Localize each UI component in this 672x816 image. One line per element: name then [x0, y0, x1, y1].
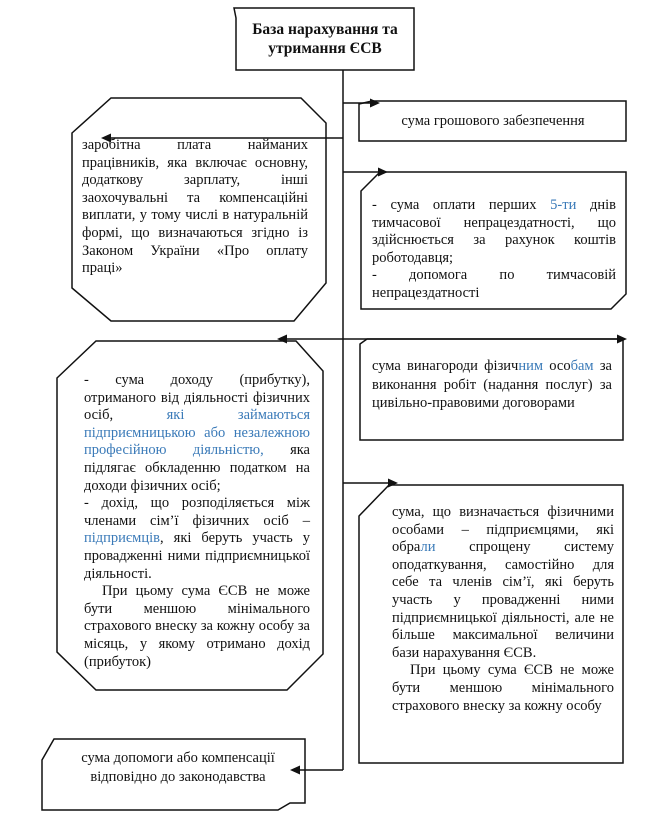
income-highlight-2: підприємців [84, 530, 160, 547]
box-sick-text [372, 197, 616, 303]
simplified-para-2: При цьому сума ЄСВ не може бути меншою мінімального страхового внеску за кожну особу [392, 662, 614, 714]
box-salary-text: заробітна плата найманих працівників, яка включає основну, додаткову зарплату, інші заохочувальні та компенсаційні виплати, у тому числі в натуральній формі, що визначаються згідно із Законом України «Про оплату праці» [82, 137, 308, 277]
arrowhead-simplified [388, 479, 398, 488]
box-income-text [84, 372, 310, 671]
arrowhead-mid-right [617, 335, 627, 344]
arrowhead-mid-left [277, 335, 287, 344]
box-monetary-text: сума грошового забезпечення [401, 113, 585, 129]
income-para-1: - сума доходу (прибутку), отриманого від діяльності фізичних осіб, які займаються підприємницькою або незалежною професійною діяльністю, яка підлягає обкладенню податком на доходи фізичних осіб; [84, 372, 311, 494]
income-highlight-1: які займаються підприємницькою або незалежною професійною діяльністю, [84, 407, 311, 459]
arrowhead-sick [378, 168, 388, 177]
reward-highlight-2: бам [570, 358, 594, 374]
simplified-highlight: ли [420, 539, 436, 556]
simplified-para-1: сума, що визначається фізичними особами – підприємцями, які обрали спрощену систему оподаткування, самостійно для себе та членів сім’ї, які беруть участь у провадженні ними підприємницької діяльності, але не більше максимальної величини бази нарахування ЄСВ. [392, 504, 614, 661]
sick-days-highlight: 5-ти [550, 197, 577, 213]
sick-line-1: - сума оплати перших 5-ти днів тимчасової непрацездатності, що здійснюється за рахунок коштів роботодавця; [372, 197, 616, 266]
diagram-title: База нарахування та утримання ЄСВ [252, 21, 398, 57]
box-reward-text: сума винагороди фізичним особам за виконання робіт (надання послуг) за цивільно-правовими договорами [372, 358, 612, 411]
arrowhead-monetary [370, 99, 380, 108]
reward-highlight-1: ним [518, 358, 544, 374]
sick-line-2: - допомога по тимчасовій непрацездатності [372, 267, 616, 301]
income-para-2: - дохід, що розподіляється між членами сім’ї фізичних осіб – підприємців, які беруть участь у провадженні ними підприємницької діяльності. [84, 495, 310, 582]
income-para-3: При цьому сума ЄСВ не може бути меншою мінімального страхового внеску за кожну особу за місяць, у якому отримано дохід (прибуток) [84, 583, 310, 670]
box-simplified-text [392, 504, 614, 715]
box-assistance-text: сума допомоги або компенсації відповідно до законодавства [81, 750, 275, 785]
